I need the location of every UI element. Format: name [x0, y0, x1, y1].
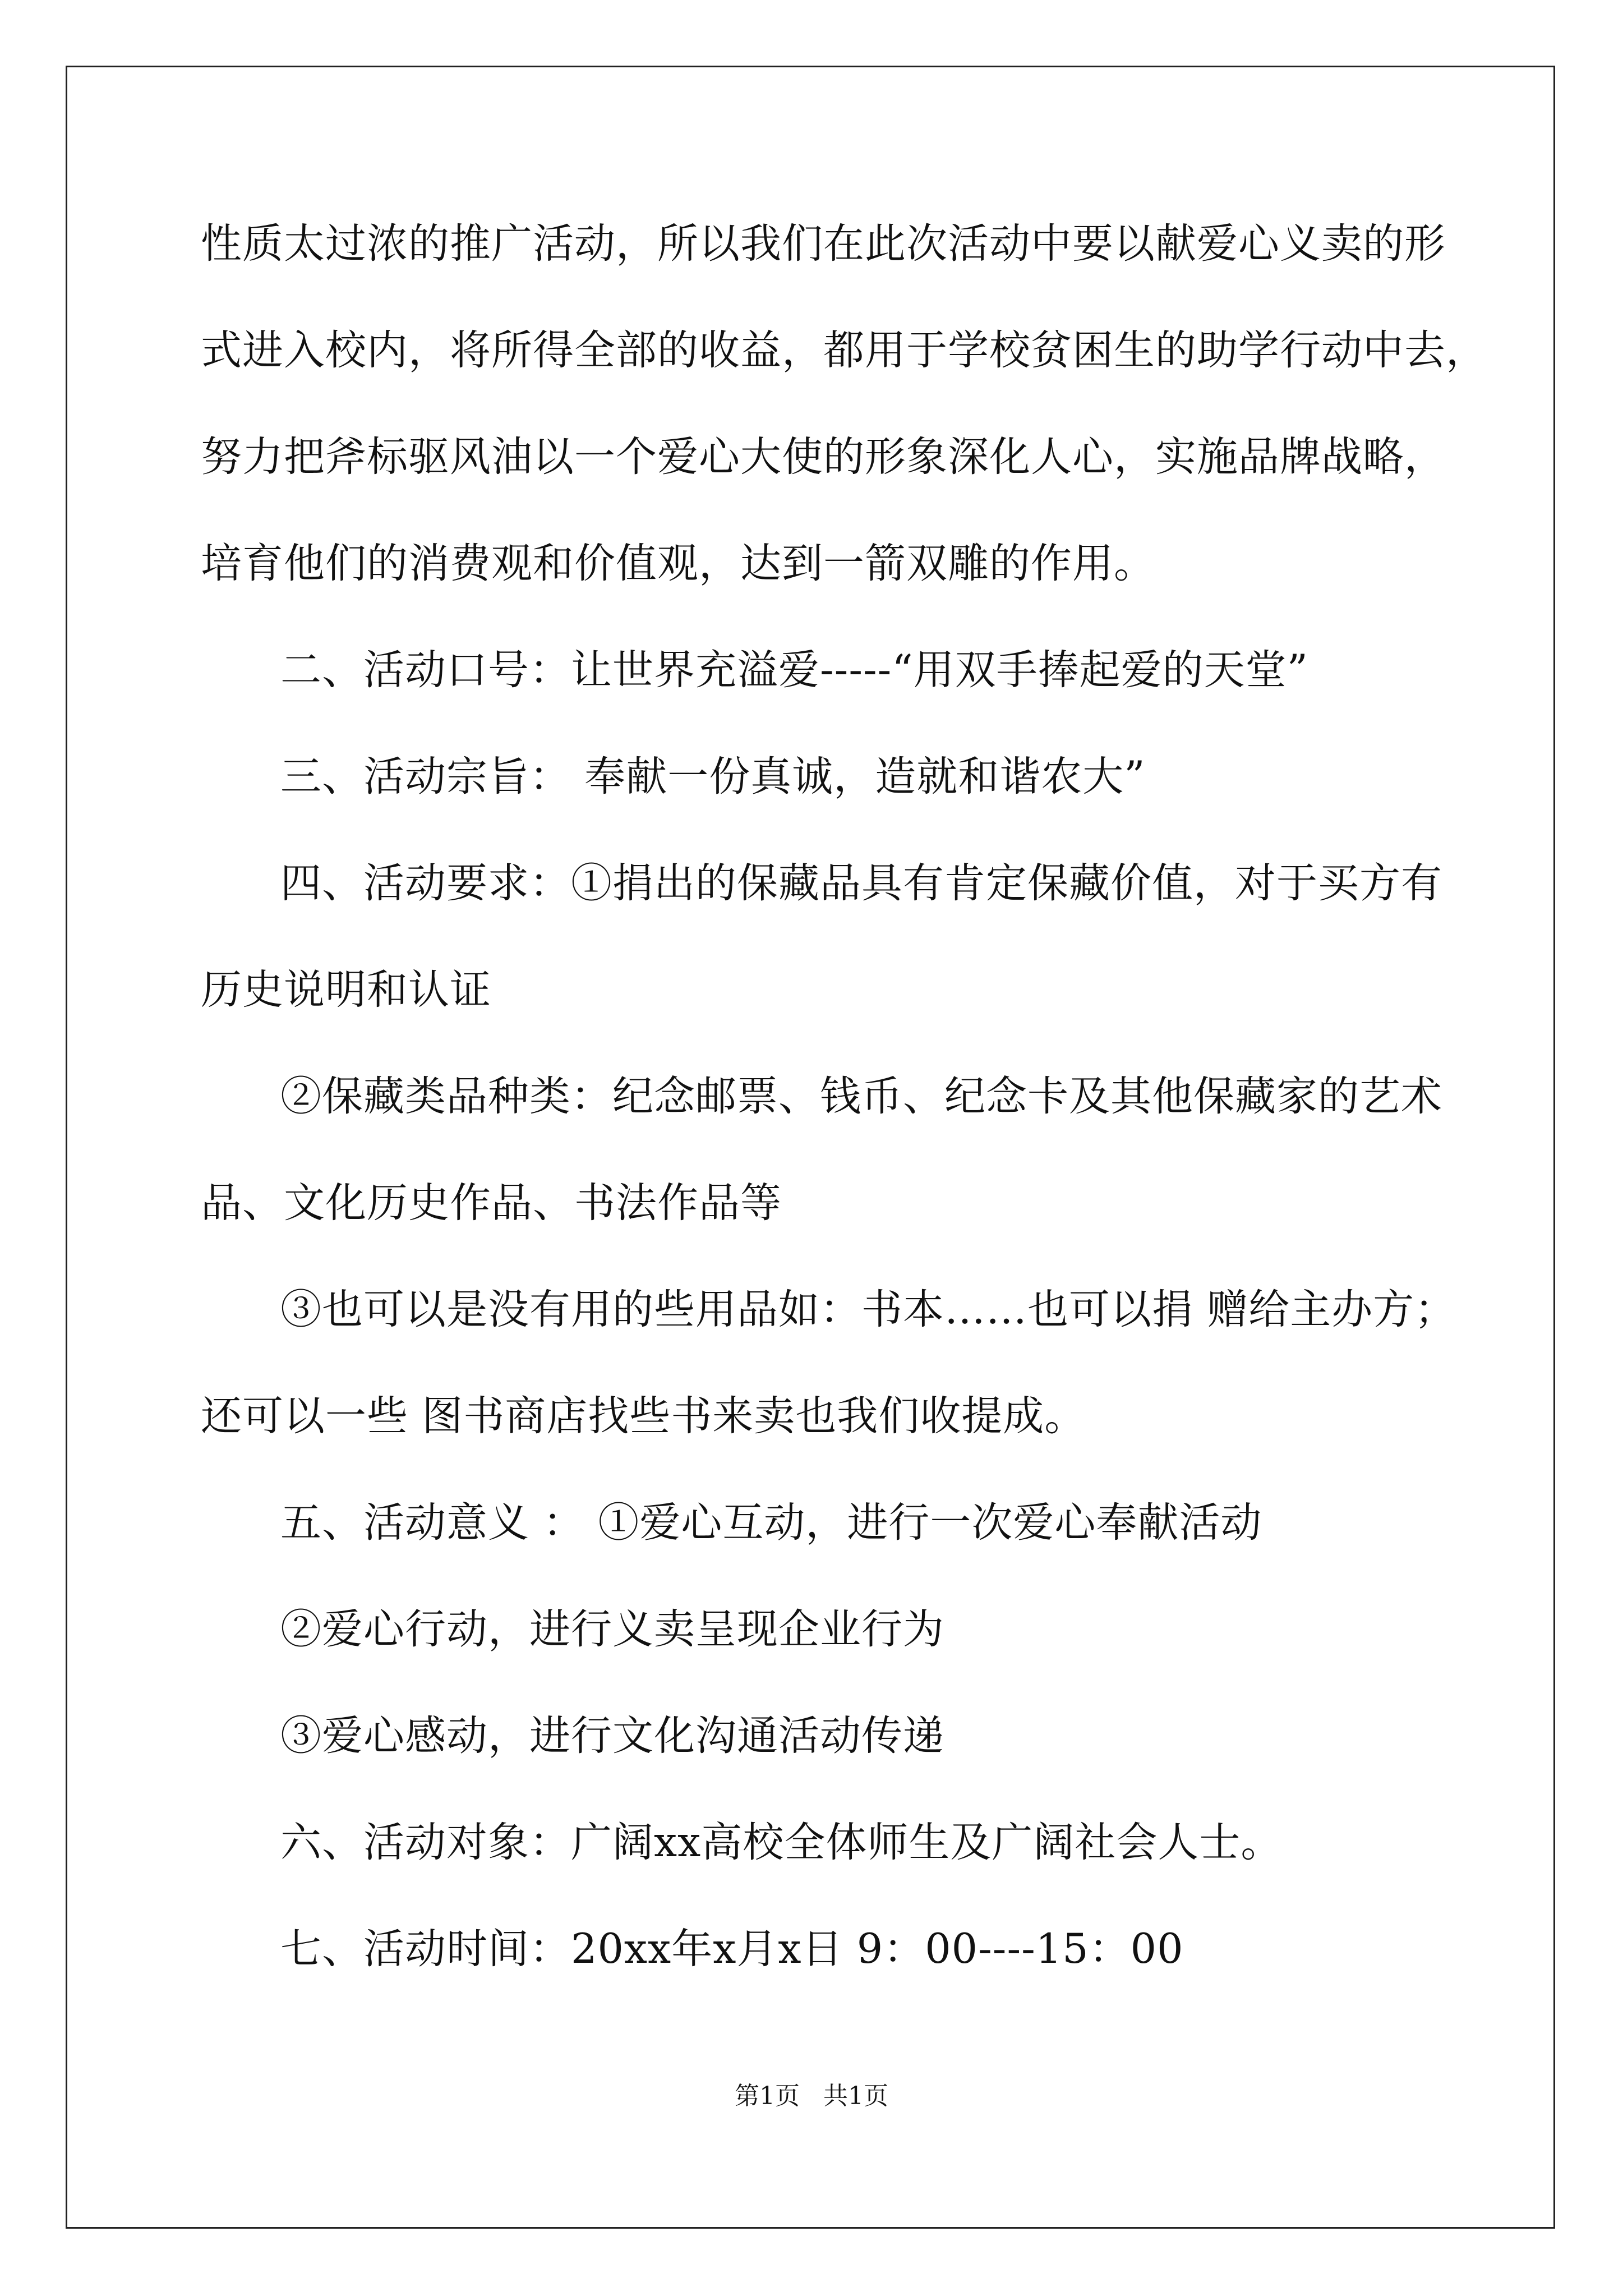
- body-line-10: 品、文化历史作品、书法作品等: [201, 1179, 782, 1227]
- section-significance: 五、活动意义 ： ①爱心互动，进行一次爱心奉献活动: [280, 1499, 1262, 1547]
- body-line-4: 培育他们的消费观和价值观，达到一箭双雕的作用。: [201, 540, 1155, 587]
- significance-item-2: ②爱心行动，进行义卖呈现企业行为: [280, 1605, 944, 1653]
- body-line-1: 性质太过浓的推广活动，所以我们在此次活动中要以献爱心义卖的形: [201, 220, 1446, 268]
- page-border: [66, 66, 1555, 2229]
- body-line-8: 历史说明和认证: [201, 966, 491, 1014]
- requirement-item-2: ②保藏类品种类：纪念邮票、钱币、纪念卡及其他保藏家的艺术: [280, 1073, 1442, 1120]
- section-time: 七、活动时间：20xx年x月x日 9：00----15：00: [280, 1925, 1184, 1973]
- section-audience: 六、活动对象：广阔xx高校全体师生及广阔社会人士。: [280, 1819, 1283, 1866]
- section-purpose: 三、活动宗旨： 奉献一份真诚，造就和谐农大”: [280, 753, 1146, 800]
- body-line-2: 式进入校内，将所得全部的收益，都用于学校贫困生的助学行动中去，: [201, 326, 1487, 374]
- significance-item-3: ③爱心感动，进行文化沟通活动传递: [280, 1712, 944, 1760]
- requirement-item-3: ③也可以是没有用的些用品如：书本……也可以捐 赠给主办方；: [280, 1286, 1456, 1333]
- page-number-footer: 第1页 共1页: [735, 2082, 888, 2110]
- body-line-3: 努力把斧标驱风油以一个爱心大使的形象深化人心，实施品牌战略，: [201, 433, 1446, 481]
- section-requirements: 四、活动要求：①捐出的保藏品具有肯定保藏价值，对于买方有: [280, 859, 1442, 907]
- section-slogan: 二、活动口号：让世界充溢爱-----“用双手捧起爱的天堂”: [280, 646, 1308, 694]
- body-line-12: 还可以一些 图书商店找些书来卖也我们收提成。: [201, 1392, 1086, 1440]
